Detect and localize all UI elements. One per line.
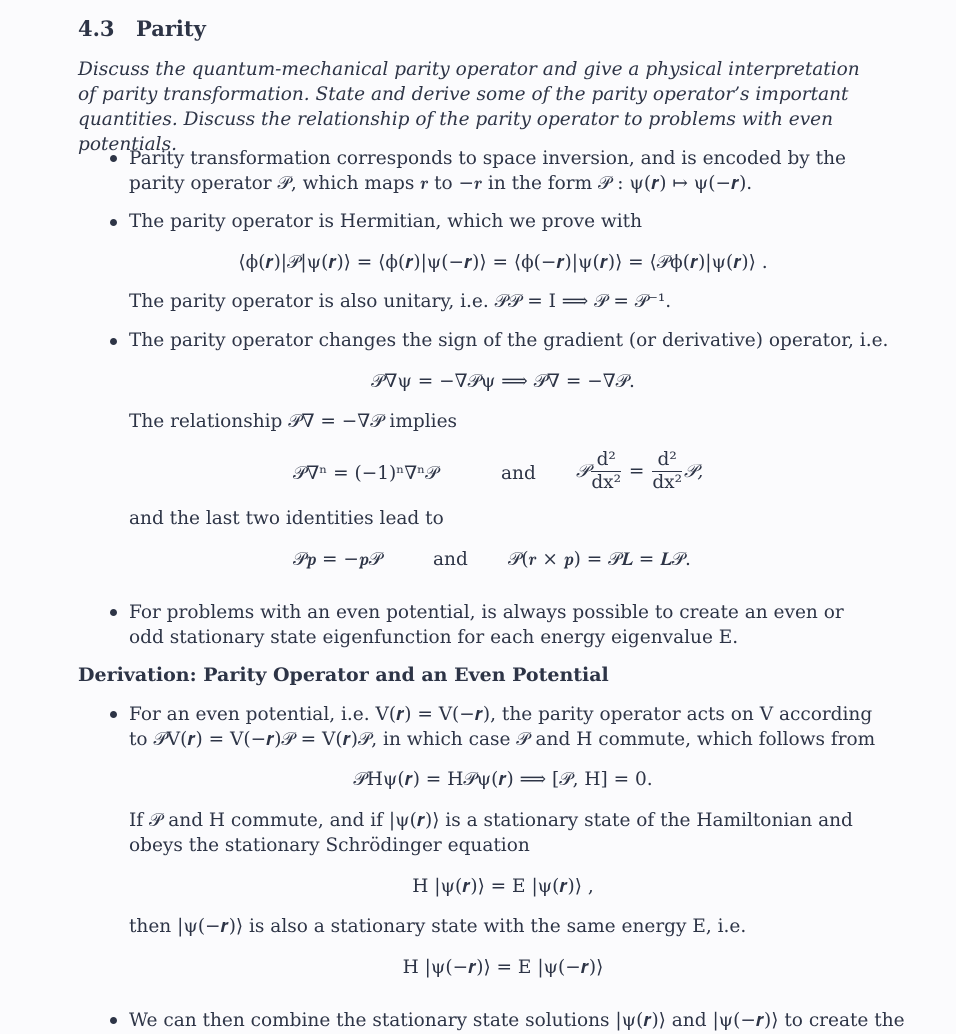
bullet-gradient-lead: The parity operator changes the sign of the gradient (or derivative) operator, i.e. xyxy=(129,330,889,351)
derivation-combine: We can then combine the stationary state solutions |ψ(𝒓)⟩ and |ψ(−𝒓)⟩ to create the xyxy=(129,1010,905,1031)
bullet-marker xyxy=(110,609,117,616)
inverted-state-equation: H |ψ(−𝒓)⟩ = E |ψ(−𝒓)⟩ xyxy=(402,957,604,978)
fraction-numerator: d² xyxy=(591,449,621,472)
fraction-denominator: dx² xyxy=(652,471,683,493)
angular-momentum-equation: 𝒫(𝒓 × 𝒑) = 𝒫𝑳 = 𝑳𝒫. xyxy=(508,549,691,570)
bullet-marker xyxy=(110,219,117,226)
unitary-statement: The parity operator is also unitary, i.e. 𝒫𝒫 = I ⟹ 𝒫 = 𝒫⁻¹. xyxy=(129,291,672,312)
momentum-equation: 𝒫𝒑 = −𝒑𝒫 xyxy=(293,549,383,570)
bullet-hermitian-lead: The parity operator is Hermitian, which we prove with xyxy=(129,211,643,232)
hermitian-equation: ⟨ϕ(𝒓)|𝒫|ψ(𝒓)⟩ = ⟨ϕ(𝒓)|ψ(−𝒓)⟩ = ⟨ϕ(−𝒓)|ψ(𝒓)⟩ = ⟨𝒫ϕ(𝒓)|ψ(𝒓)⟩ . xyxy=(238,252,768,273)
bullet-marker xyxy=(110,711,117,718)
second-derivative-equation: 𝒫 $\frac{\text{d²}}{\text{dx²}}$ = $\frac{\text{d²}}{\text{dx²}}$ 𝒫, xyxy=(576,448,704,493)
schrodinger-equation: H |ψ(𝒓)⟩ = E |ψ(𝒓)⟩ , xyxy=(412,876,594,897)
last-identities-statement: and the last two identities lead to xyxy=(129,508,444,529)
fraction-denominator: dx² xyxy=(591,471,622,493)
fraction xyxy=(652,449,682,494)
derivation-even-potential: For an even potential, i.e. V(𝒓) = V(−𝒓), the parity operator acts on V according to 𝒫V(𝒓) = V(−𝒓)𝒫 = V(𝒓)𝒫, in which case 𝒫 and H commute, which follows from xyxy=(129,704,876,750)
stationary-state-statement: then |ψ(−𝒓)⟩ is also a stationary state with the same energy E, i.e. xyxy=(129,916,747,937)
power-gradient-equation: 𝒫∇ⁿ = (−1)ⁿ∇ⁿ𝒫 xyxy=(293,463,439,484)
derivation-heading: Derivation: Parity Operator and an Even Potential xyxy=(78,664,609,686)
relationship-statement: The relationship 𝒫∇ = −∇𝒫 implies xyxy=(129,411,458,432)
section-title xyxy=(78,16,206,41)
bullet-marker xyxy=(110,1017,117,1024)
fraction-numerator: d² xyxy=(652,449,682,472)
and-connector: and xyxy=(501,463,536,484)
bullet-even-potential: For problems with an even potential, is always possible to create an even or odd stationary state eigenfunction for each energy eigenvalue E. xyxy=(129,602,844,648)
commute-statement: If 𝒫 and H commute, and if |ψ(𝒓)⟩ is a stationary state of the Hamiltonian and obeys the stationary Schrödinger equation xyxy=(129,810,853,856)
bullet-marker xyxy=(110,155,117,162)
section-title-text: Parity xyxy=(136,16,206,41)
commutation-equation: 𝒫Hψ(𝒓) = H𝒫ψ(𝒓) ⟹ [𝒫, H] = 0. xyxy=(353,769,653,790)
intro-paragraph: Discuss the quantum-mechanical parity operator and give a physical interpretation of parity transformation. State and derive some of the parity operator’s important quantities. Discuss the relationship of the parity operator to problems with even potentials. xyxy=(78,59,860,155)
section-number: 4.3 xyxy=(78,16,115,41)
bullet-marker xyxy=(110,338,117,345)
fraction xyxy=(591,449,621,494)
and-connector: and xyxy=(433,549,468,570)
bullet-parity-transformation: Parity transformation corresponds to space inversion, and is encoded by the parity operator 𝒫, which maps 𝒓 to −𝒓 in the form 𝒫 : ψ(𝒓) ↦ ψ(−𝒓). xyxy=(129,148,846,194)
gradient-equation: 𝒫∇ψ = −∇𝒫ψ ⟹ 𝒫∇ = −∇𝒫. xyxy=(371,371,635,392)
